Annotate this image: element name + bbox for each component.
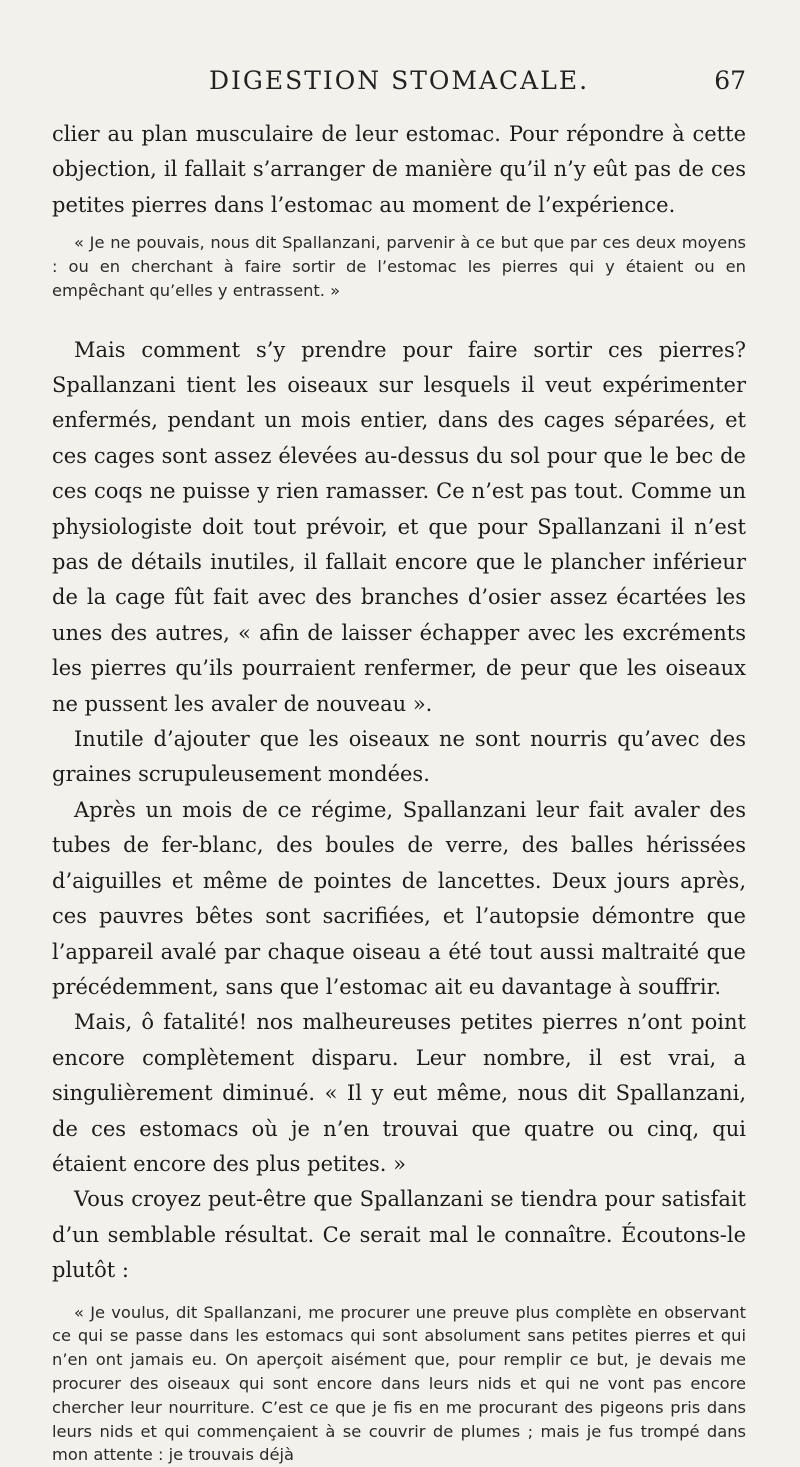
paragraph-cages: Mais comment s’y prendre pour faire sortir ces pierres? Spallanzani tient les oiseaux sur lesquels il veut expérimenter enfermés, pendant un mois entier, dans des cages séparées, et ces cages sont assez élevées au-dessus du sol pour que le bec de ces coqs ne puisse y rien ramasser. Ce n’est pas tout. Comme un physiologiste doit tout prévoir, et que pour Spallanzani il n’est pas de détails inutiles, il fallait encore que le plancher inférieur de la cage fût fait avec des branches d’osier assez écartées les unes des autres, « afin de laisser échapper avec les excréments les pierres qu’ils pourraient renfermer, de peur que les oiseaux ne pussent les avaler de nouveau ».	[52, 337, 746, 716]
paragraph-graines: Inutile d’ajouter que les oiseaux ne sont nourris qu’avec des graines scrupuleusement mondées.	[52, 727, 746, 787]
running-head	[52, 66, 746, 100]
running-title: DIGESTION STOMACALE.	[208, 66, 590, 95]
paragraph-tubes: Après un mois de ce régime, Spallanzani leur fait avaler des tubes de fer-blanc, des boules de verre, des balles hérissées d’aiguilles et même de pointes de lancettes. Deux jours après, ces pauvres bêtes sont sacrifiées, et l’autopsie démontre que l’appareil avalé par chaque oiseau a été tout aussi maltraité que précédemment, sans que l’estomac ait eu davantage à souffrir.	[52, 797, 746, 999]
paragraph-continuation: clier au plan musculaire de leur estomac. Pour répondre à cette objection, il fallait s’arranger de manière qu’il n’y eût pas de ces petites pierres dans l’estomac au moment de l’expérience.	[52, 122, 746, 217]
body-text	[52, 117, 746, 1467]
paragraph-croyez: Vous croyez peut-être que Spallanzani se tiendra pour satisfait d’un semblable résultat. Ce serait mal le connaître. Écoutons-le plutôt :	[52, 1187, 746, 1283]
page-number: 67	[714, 66, 746, 95]
quote-spallanzani-method: « Je ne pouvais, nous dit Spallanzani, parvenir à ce but que par ces deux moyens : ou en cherchant à faire sortir de l’estomac les pierres qui y étaient ou en empêchant qu’elles y entrassent. »	[52, 233, 746, 300]
quote-pigeons: « Je voulus, dit Spallanzani, me procurer une preuve plus complète en observant ce qui se passe dans les estomacs qui sont absolument sans petites pierres et qui n’en ont jamais eu. On aperçoit aisément que, pour remplir ce but, je devais me procurer des oiseaux qui sont encore dans leurs nids et qui ne vont pas encore chercher leur nourriture. C’est ce que je fis en me procurant des pigeons pris dans leurs nids et qui commençaient à se couvrir de plumes ; mais je fus trompé dans mon attente : je trouvais déjà	[52, 1302, 746, 1465]
paragraph-fatalite: Mais, ô fatalité! nos malheureuses petites pierres n’ont point encore complètement disparu. Leur nombre, il est vrai, a singulièrement diminué. « Il y eut même, nous dit Spallanzani, de ces estomacs où je n’en trouvai que quatre ou cinq, qui étaient encore des plus petites. »	[52, 1010, 746, 1176]
